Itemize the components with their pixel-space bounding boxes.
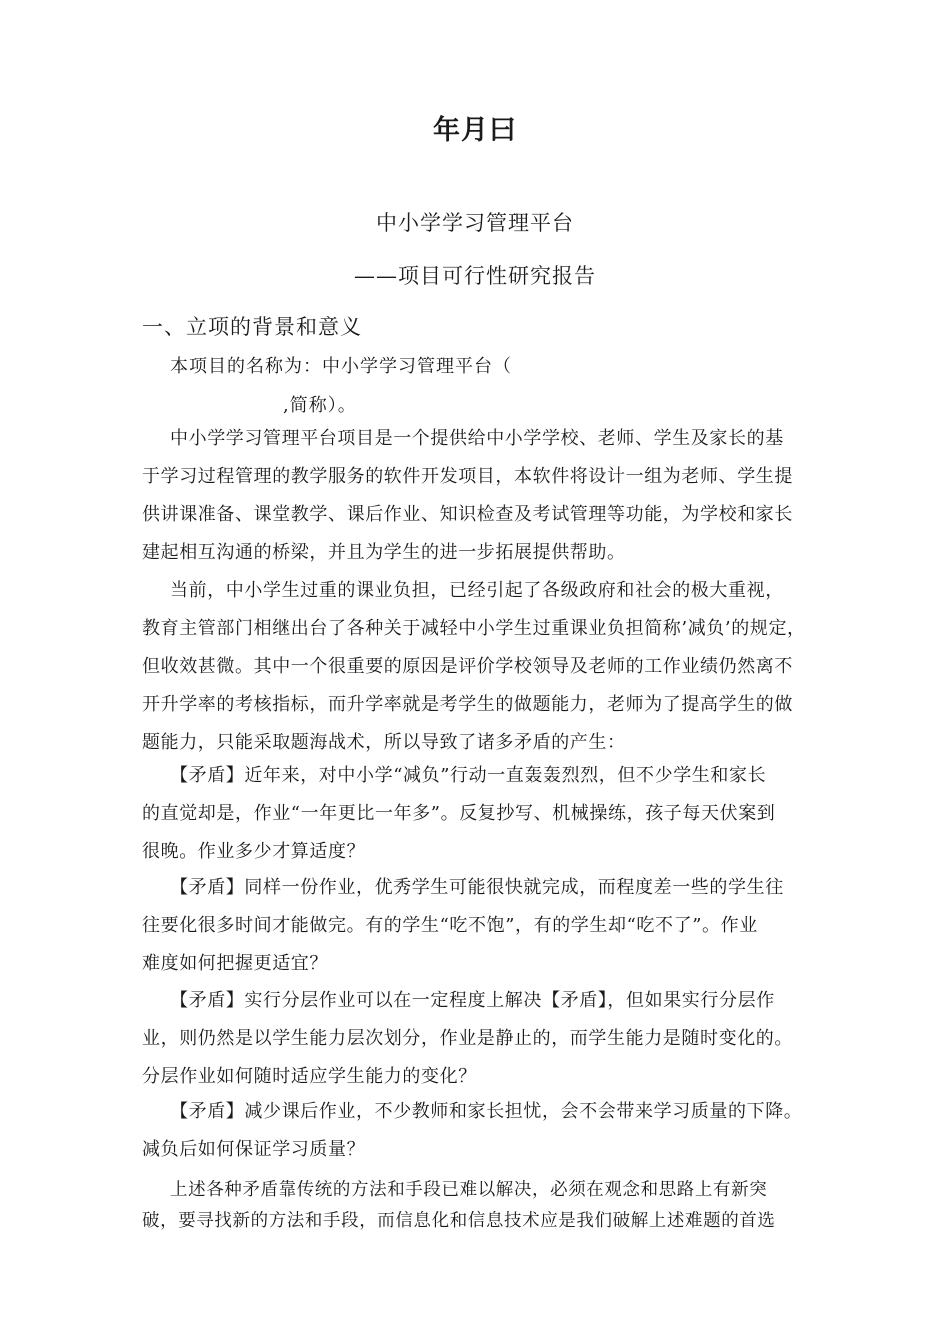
paragraph-line: 当前，中小学生过重的课业负担，已经引起了各级政府和社会的极大重视， (170, 580, 784, 601)
paragraph-line: 难度如何把握更适宜？ (142, 953, 328, 974)
date-title: 年月曰 (433, 115, 517, 146)
paragraph-contradiction-4 (142, 1093, 822, 1169)
paragraph-line: 很晚。作业多少才算适度？ (142, 841, 366, 862)
section-heading: 一、立项的背景和意义 (142, 315, 362, 339)
paragraph-line: 【矛盾】实行分层作业可以在一定程度上解决【矛盾】，但如果实行分层作 (170, 990, 775, 1011)
paragraph-line: 题能力，只能采取题海战术，所以导致了诸多矛盾的产生： (142, 732, 626, 753)
paragraph-line: 【矛盾】近年来，对中小学“减负”行动一直轰轰烈烈，但不少学生和家长 (170, 765, 767, 786)
paragraph-line: 【矛盾】同样一份作业，优秀学生可能很快就完成，而程度差一些的学生往 (170, 877, 784, 898)
paragraph-line: 开升学率的考核指标，而升学率就是考学生的做题能力，老师为了提高学生的做 (142, 694, 793, 715)
paragraph-line: 的直觉却是，作业“一年更比一年多”。反复抄写、机械操练，孩子每天伏案到 (142, 803, 776, 824)
paragraph-overview (142, 420, 822, 572)
paragraph-line: 分层作业如何随时适应学生能力的变化？ (142, 1066, 477, 1087)
paragraph-line: 建起相互沟通的桥梁，并且为学生的进一步拓展提供帮助。 (142, 542, 626, 563)
paragraph-line: 于学习过程管理的教学服务的软件开发项目，本软件将设计一组为老师、学生提 (142, 466, 793, 487)
document-subtitle: ——项目可行性研究报告 (354, 264, 596, 288)
paragraph-contradiction-3 (142, 982, 822, 1096)
paragraph-background (142, 572, 822, 762)
paragraph-line: 往要化很多时间才能做完。有的学生“吃不饱”，有的学生却“吃不了”。作业 (142, 915, 758, 936)
paragraph-conclusion (142, 1175, 822, 1237)
project-name-line: 本项目的名称为：中小学学习管理平台（ (170, 356, 512, 377)
paragraph-line: 供讲课准备、课堂教学、课后作业、知识检查及考试管理等功能，为学校和家长 (142, 504, 793, 525)
paragraph-line: 中小学学习管理平台项目是一个提供给中小学学校、老师、学生及家长的基 (170, 428, 784, 449)
paragraph-contradiction-1 (142, 757, 822, 871)
paragraph-line: 减负后如何保证学习质量？ (142, 1139, 366, 1160)
paragraph-line: 【矛盾】减少课后作业，不少教师和家长担忧，会不会带来学习质量的下降。 (170, 1101, 803, 1122)
paragraph-line: 上述各种矛盾靠传统的方法和手段已难以解决，必须在观念和思路上有新突 (170, 1180, 768, 1200)
paragraph-line: 但收效甚微。其中一个很重要的原因是评价学校领导及老师的工作业绩仍然离不 (142, 656, 793, 677)
paragraph-line: 教育主管部门相继出台了各种关于减轻中小学生过重课业负担简称’减负’的规定， (142, 618, 806, 639)
paragraph-line: 业，则仍然是以学生能力层次划分，作业是静止的，而学生能力是随时变化的。 (142, 1028, 793, 1049)
document-title: 中小学学习管理平台 (376, 211, 574, 235)
paragraph-line: 破，要寻找新的方法和手段，而信息化和信息技术应是我们破解上述难题的首选 (142, 1211, 776, 1231)
project-abbrev-line: ,简称）。 (283, 395, 357, 416)
paragraph-contradiction-2 (142, 869, 822, 983)
